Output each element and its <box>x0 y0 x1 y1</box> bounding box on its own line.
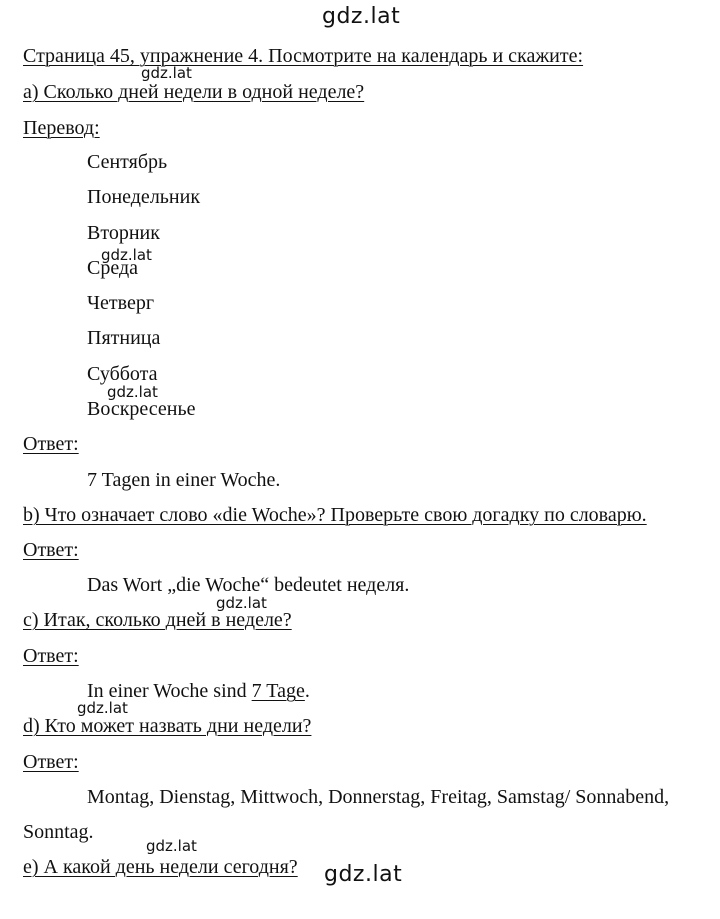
answer-c-suffix: . <box>304 680 310 702</box>
day-item: Среда <box>87 257 139 279</box>
answer-c-prefix: In einer Woche sind <box>87 680 252 702</box>
answer-d-line1: Montag, Dienstag, Mittwoch, Donnerstag, Freitag, Samstag/ Sonnabend, <box>87 786 670 808</box>
watermark: gdz.lat <box>141 64 192 82</box>
day-item: Сентябрь <box>87 151 168 173</box>
answer-c-underlined: 7 Tage <box>251 680 305 702</box>
exercise-title: Страница 45, упражнение 4. Посмотрите на календарь и скажите: <box>23 45 584 67</box>
answer-label: Ответ: <box>23 433 79 455</box>
watermark: gdz.lat <box>107 383 158 401</box>
answer-d-line2: Sonntag. <box>23 821 94 843</box>
day-item: Понедельник <box>87 186 201 208</box>
answer-c <box>87 679 310 703</box>
day-item: Суббота <box>87 363 158 385</box>
question-c: c) Итак, сколько дней в неделе? <box>23 609 292 631</box>
watermark: gdz.lat <box>216 594 267 612</box>
answer-label: Ответ: <box>23 751 79 773</box>
watermark: gdz.lat <box>146 837 197 855</box>
answer-b: Das Wort „die Woche“ bedeutet неделя. <box>87 574 410 596</box>
translation-label: Перевод: <box>23 117 100 139</box>
watermark: gdz.lat <box>101 246 152 264</box>
watermark: gdz.lat <box>77 699 128 717</box>
question-e: e) А какой день недели сегодня? <box>23 856 298 878</box>
day-item: Воскресенье <box>87 398 196 420</box>
question-d: d) Кто может назвать дни недели? <box>23 715 312 737</box>
answer-label: Ответ: <box>23 645 79 667</box>
watermark-bottom: gdz.lat <box>324 862 403 887</box>
question-b: b) Что означает слово «die Woche»? Проверьте свою догадку по словарю. <box>23 504 647 526</box>
day-item: Вторник <box>87 222 160 244</box>
day-item: Четверг <box>87 292 155 314</box>
watermark-top: gdz.lat <box>322 4 401 29</box>
answer-a: 7 Tagen in einer Woche. <box>87 469 281 491</box>
answer-label: Ответ: <box>23 539 79 561</box>
question-a: а) Сколько дней недели в одной неделе? <box>23 81 365 103</box>
day-item: Пятница <box>87 327 161 349</box>
